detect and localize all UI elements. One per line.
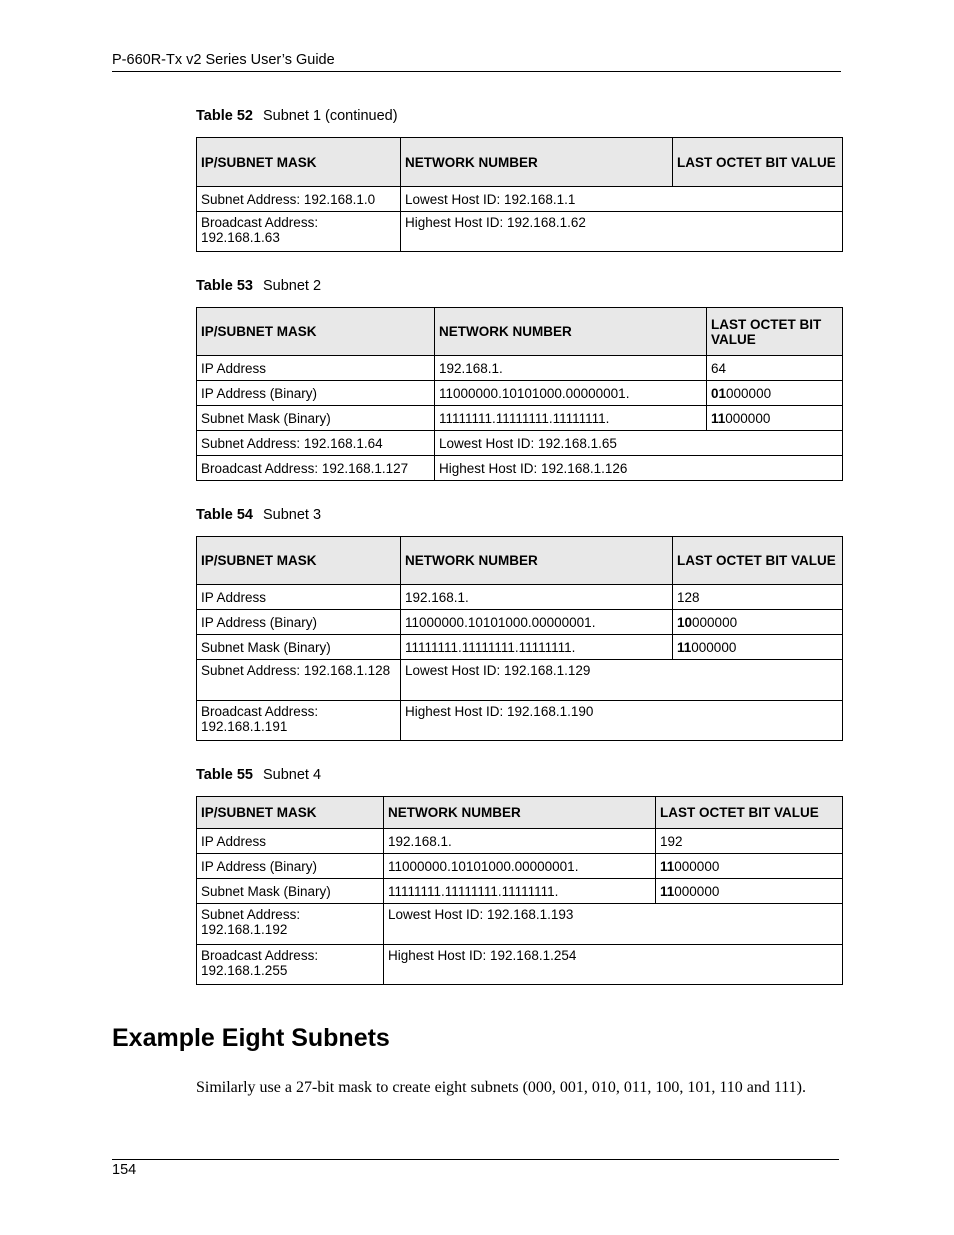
table-header-row [197,308,843,356]
table-cell: 128 [673,585,843,610]
table-cell: Broadcast Address: 192.168.1.191 [197,701,401,741]
table-cell: Subnet Address: 192.168.1.64 [197,431,435,456]
table-54 [196,536,843,741]
remaining-bits: 000000 [725,410,771,426]
table-55-caption [196,767,321,783]
running-header: P-660R-Tx v2 Series User’s Guide [112,52,335,68]
table-cell: IP Address [197,829,384,854]
column-header: NETWORK NUMBER [401,537,673,585]
table-row [197,701,843,741]
table-cell: Subnet Mask (Binary) [197,635,401,660]
table-cell: Subnet Address: 192.168.1.128 [197,660,401,701]
table-cell: Lowest Host ID: 192.168.1.193 [384,904,843,945]
table-row [197,904,843,945]
column-header: IP/SUBNET MASK [197,138,401,187]
column-header: LAST OCTET BIT VALUE [673,537,843,585]
table-cell: Lowest Host ID: 192.168.1.1 [401,187,843,212]
column-header: NETWORK NUMBER [401,138,673,187]
footer-rule [112,1159,839,1160]
remaining-bits: 000000 [726,385,772,401]
table-row [197,381,843,406]
table-cell: Subnet Address: 192.168.1.192 [197,904,384,945]
table-cell: 192.168.1. [384,829,656,854]
table-cell: 192 [656,829,843,854]
table-cell: Highest Host ID: 192.168.1.62 [401,212,843,252]
table-cell: Subnet Mask (Binary) [197,406,435,431]
bold-bits: 01 [711,385,727,401]
column-header: NETWORK NUMBER [435,308,707,356]
table-header-row [197,537,843,585]
table-54-caption [196,507,321,523]
column-header: LAST OCTET BIT VALUE [707,308,843,356]
page-number: 154 [112,1162,137,1178]
header-rule [112,71,841,72]
column-header: IP/SUBNET MASK [197,308,435,356]
table-cell: 192.168.1. [401,585,673,610]
table-cell: Highest Host ID: 192.168.1.190 [401,701,843,741]
table-header-row [197,138,843,187]
table-row [197,406,843,431]
table-row [197,610,843,635]
table-cell: Subnet Mask (Binary) [197,879,384,904]
table-cell: 11111111.11111111.11111111. [435,406,707,431]
table-row [197,187,843,212]
table-cell [707,406,843,431]
table-52-caption [196,108,398,124]
table-cell: IP Address (Binary) [197,854,384,879]
remaining-bits: 000000 [674,883,720,899]
table-row [197,854,843,879]
table-cell: IP Address [197,356,435,381]
section-heading: Example Eight Subnets [112,1024,390,1052]
table-52 [196,137,843,252]
table-52-title: Subnet 1 (continued) [262,108,398,124]
column-header: IP/SUBNET MASK [197,537,401,585]
table-cell: Broadcast Address: 192.168.1.63 [197,212,401,252]
table-cell: Lowest Host ID: 192.168.1.129 [401,660,843,701]
table-cell: 11000000.10101000.00000001. [435,381,707,406]
table-row [197,879,843,904]
bold-bits: 11 [660,883,675,899]
table-cell [656,854,843,879]
table-row [197,456,843,481]
table-cell: IP Address [197,585,401,610]
table-53-title: Subnet 2 [262,278,322,294]
table-row [197,431,843,456]
remaining-bits: 000000 [691,639,737,655]
table-header-row [197,797,843,829]
table-cell: IP Address (Binary) [197,610,401,635]
table-cell: 11111111.11111111.11111111. [401,635,673,660]
table-55 [196,796,843,985]
table-53-number: Table 53 [196,278,253,294]
table-55-number: Table 55 [196,767,253,783]
column-header: LAST OCTET BIT VALUE [656,797,843,829]
table-cell: 11000000.10101000.00000001. [384,854,656,879]
bold-bits: 11 [660,858,675,874]
table-cell: Highest Host ID: 192.168.1.126 [435,456,843,481]
table-row [197,829,843,854]
body-paragraph: Similarly use a 27-bit mask to create eight subnets (000, 001, 010, 011, 100, 101, 110 and 111). [196,1079,806,1096]
table-cell: 192.168.1. [435,356,707,381]
table-cell [707,381,843,406]
table-cell: Highest Host ID: 192.168.1.254 [384,945,843,985]
remaining-bits: 000000 [692,614,738,630]
column-header: IP/SUBNET MASK [197,797,384,829]
table-cell [673,610,843,635]
table-53-caption [196,278,321,294]
table-cell [656,879,843,904]
table-row [197,660,843,701]
table-row [197,356,843,381]
table-53 [196,307,843,481]
table-cell [673,635,843,660]
table-cell: Lowest Host ID: 192.168.1.65 [435,431,843,456]
table-cell: Subnet Address: 192.168.1.0 [197,187,401,212]
table-cell: Broadcast Address: 192.168.1.255 [197,945,384,985]
column-header: NETWORK NUMBER [384,797,656,829]
table-cell: Broadcast Address: 192.168.1.127 [197,456,435,481]
bold-bits: 10 [677,614,693,630]
column-header: LAST OCTET BIT VALUE [673,138,843,187]
table-52-number: Table 52 [196,108,253,124]
bold-bits: 11 [711,410,726,426]
remaining-bits: 000000 [674,858,720,874]
table-cell: 11000000.10101000.00000001. [401,610,673,635]
table-55-title: Subnet 4 [262,767,322,783]
table-row [197,585,843,610]
table-54-title: Subnet 3 [262,507,322,523]
table-row [197,212,843,252]
table-54-number: Table 54 [196,507,253,523]
table-row [197,945,843,985]
table-cell: IP Address (Binary) [197,381,435,406]
bold-bits: 11 [677,639,692,655]
table-cell: 64 [707,356,843,381]
table-row [197,635,843,660]
table-cell: 11111111.11111111.11111111. [384,879,656,904]
